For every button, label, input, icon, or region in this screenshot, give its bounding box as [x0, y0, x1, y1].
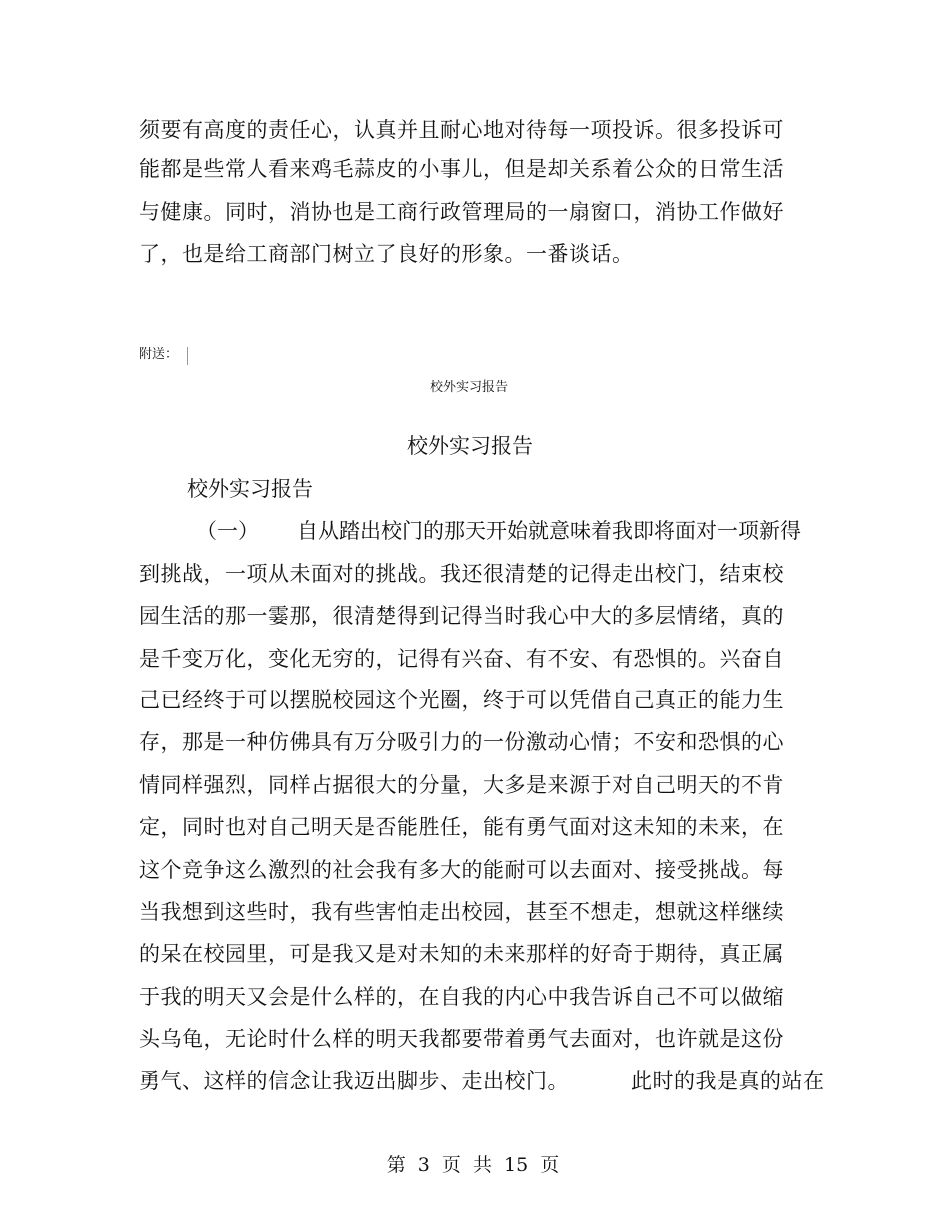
body-line-10: 的呆在校园里，可是我又是对未知的未来那样的好奇于期待，真正属 [139, 942, 784, 966]
body-line-1: 到挑战，一项从未面对的挑战。我还很清楚的记得走出校门，结束校 [139, 562, 784, 586]
body-line-3: 是千变万化，变化无穷的，记得有兴奋、有不安、有恐惧的。兴奋自 [139, 647, 784, 671]
body-line-13-text-b: 此时的我是真的站在 [631, 1069, 825, 1093]
body-line-5: 存，那是一种仿佛具有万分吸引力的一份激动心情；不安和恐惧的心 [139, 730, 784, 754]
body-line-13-text-a: 勇气、这样的信念让我迈出脚步、走出校门。 [139, 1069, 569, 1093]
top-paragraph-line-3: 与健康。同时，消协也是工商行政管理局的一扇窗口，消协工作做好 [139, 200, 784, 224]
main-title: 校外实习报告 [407, 434, 533, 458]
body-first-line [196, 517, 801, 545]
top-paragraph-line-4: 了，也是给工商部门树立了良好的形象。一番谈话。 [139, 242, 634, 266]
body-line-11: 于我的明天又会是什么样的，在自我的内心中我告诉自己不可以做缩 [139, 985, 784, 1009]
body-line-9: 当我想到这些时，我有些害怕走出校园，甚至不想走，想就这样继续 [139, 900, 784, 924]
body-first-line-text: 自从踏出校门的那天开始就意味着我即将面对一项新得 [297, 519, 801, 543]
attachment-label: 附送： [139, 347, 179, 362]
small-title: 校外实习报告 [429, 380, 508, 395]
body-line-6: 情同样强烈，同样占据很大的分量，大多是来源于对自己明天的不肯 [139, 773, 784, 797]
body-line-13 [139, 1067, 825, 1095]
top-paragraph-line-2: 能都是些常人看来鸡毛蒜皮的小事儿，但是却关系着公众的日常生活 [139, 157, 784, 181]
top-paragraph-line-1: 须要有高度的责任心，认真并且耐心地对待每一项投诉。很多投诉可 [139, 118, 784, 142]
body-line-7: 定，同时也对自己明天是否能胜任，能有勇气面对这未知的未来，在 [139, 815, 784, 839]
attachment-divider [187, 347, 188, 365]
body-line-8: 这个竞争这么激烈的社会我有多大的能耐可以去面对、接受挑战。每 [139, 858, 784, 882]
body-line-4: 己已经终于可以摆脱校园这个光圈，终于可以凭借自己真正的能力生 [139, 688, 784, 712]
body-line-2: 园生活的那一霎那，很清楚得到记得当时我心中大的多层情绪，真的 [139, 604, 784, 628]
page-footer: 第 3 页 共 15 页 [386, 1154, 560, 1176]
body-line-12: 头乌龟，无论时什么样的明天我都要带着勇气去面对，也许就是这份 [139, 1027, 784, 1051]
sub-title: 校外实习报告 [187, 477, 313, 501]
section-marker: （一） [196, 519, 259, 543]
